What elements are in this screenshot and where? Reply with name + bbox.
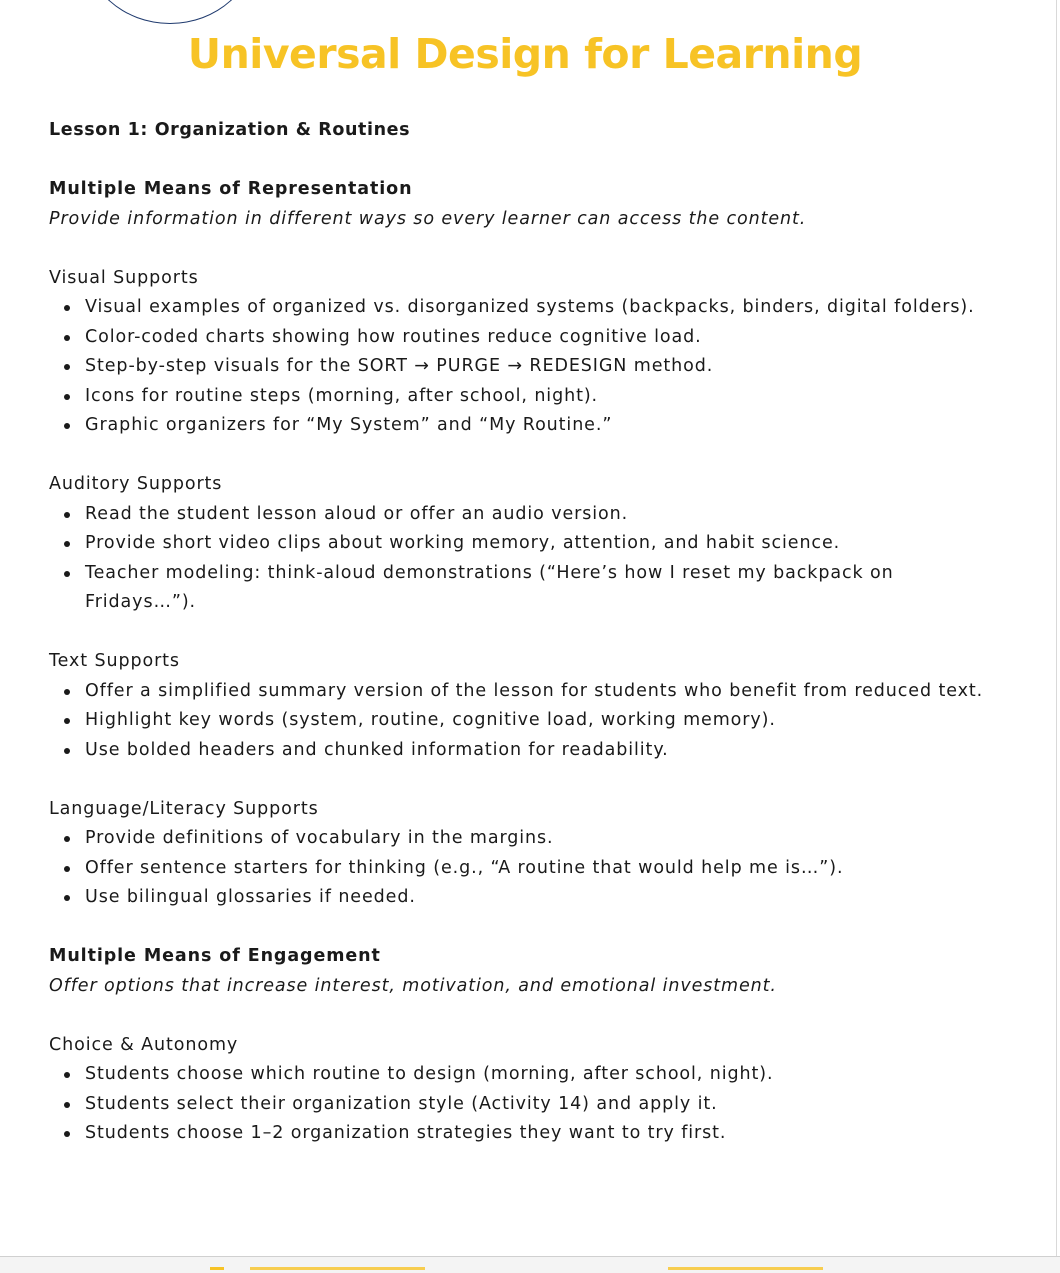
group-text-supports: [49, 647, 1009, 765]
list-item: Students select their organization style (Activity 14) and apply it.: [49, 1090, 1009, 1120]
bullet-list: [49, 293, 1009, 441]
spacer: [49, 234, 1009, 264]
spacer: [49, 1001, 1009, 1031]
section-subtitle: Offer options that increase interest, motivation, and emotional investment.: [49, 975, 777, 996]
section-representation: [49, 175, 1009, 913]
next-page-decoration: [210, 1267, 224, 1270]
group-title: Language/Literacy Supports: [49, 798, 319, 819]
bullet-list: [49, 1060, 1009, 1149]
group-visual-supports: [49, 264, 1009, 441]
next-page-decoration: [668, 1267, 823, 1270]
next-page-edge[interactable]: [0, 1256, 1060, 1273]
group-language-literacy-supports: [49, 795, 1009, 913]
list-item: Provide definitions of vocabulary in the margins.: [49, 824, 1009, 854]
list-item: Read the student lesson aloud or offer an audio version.: [49, 500, 1009, 530]
spacer: [49, 913, 1009, 943]
section-heading: Multiple Means of Representation: [49, 179, 413, 199]
list-item: Provide short video clips about working memory, attention, and habit science.: [49, 529, 1009, 559]
group-title: Text Supports: [49, 651, 180, 671]
bullet-list: [49, 824, 1009, 913]
list-item: Use bolded headers and chunked information for readability.: [49, 736, 1009, 766]
list-item: Graphic organizers for “My System” and “My Routine.”: [49, 411, 1009, 441]
document-body: [49, 116, 1009, 1149]
spacer: [49, 146, 1009, 176]
list-item: Icons for routine steps (morning, after school, night).: [49, 382, 1009, 412]
list-item: Highlight key words (system, routine, cognitive load, working memory).: [49, 706, 1009, 736]
section-subtitle: Provide information in different ways so every learner can access the content.: [49, 208, 807, 229]
spacer: [49, 441, 1009, 471]
list-item: Step-by-step visuals for the SORT → PURGE → REDESIGN method.: [49, 352, 1009, 382]
list-item: Students choose 1–2 organization strategies they want to try first.: [49, 1119, 1009, 1149]
list-item: Use bilingual glossaries if needed.: [49, 883, 1009, 913]
logo-ring: [84, 0, 256, 24]
list-item: Offer sentence starters for thinking (e.g., “A routine that would help me is…”).: [49, 854, 1009, 884]
list-item: Offer a simplified summary version of the lesson for students who benefit from reduced text.: [49, 677, 1009, 707]
page-title: Universal Design for Learning: [187, 30, 863, 78]
lesson-heading: Lesson 1: Organization & Routines: [49, 120, 411, 140]
spacer: [49, 618, 1009, 648]
group-choice-autonomy: [49, 1031, 1009, 1149]
bullet-list: [49, 677, 1009, 766]
bullet-list: [49, 500, 1009, 618]
group-title: Choice & Autonomy: [49, 1034, 239, 1055]
group-auditory-supports: [49, 470, 1009, 618]
list-item: Teacher modeling: think-aloud demonstrations (“Here’s how I reset my backpack on Fridays…”).: [49, 559, 1009, 618]
list-item: Students choose which routine to design (morning, after school, night).: [49, 1060, 1009, 1090]
spacer: [49, 765, 1009, 795]
section-engagement: [49, 942, 1009, 1149]
section-heading: Multiple Means of Engagement: [49, 946, 381, 966]
group-title: Auditory Supports: [49, 474, 223, 494]
group-title: Visual Supports: [49, 267, 199, 288]
list-item: Color-coded charts showing how routines reduce cognitive load.: [49, 323, 1009, 353]
list-item: Visual examples of organized vs. disorganized systems (backpacks, binders, digital folders).: [49, 293, 1009, 323]
next-page-decoration: [250, 1267, 425, 1270]
